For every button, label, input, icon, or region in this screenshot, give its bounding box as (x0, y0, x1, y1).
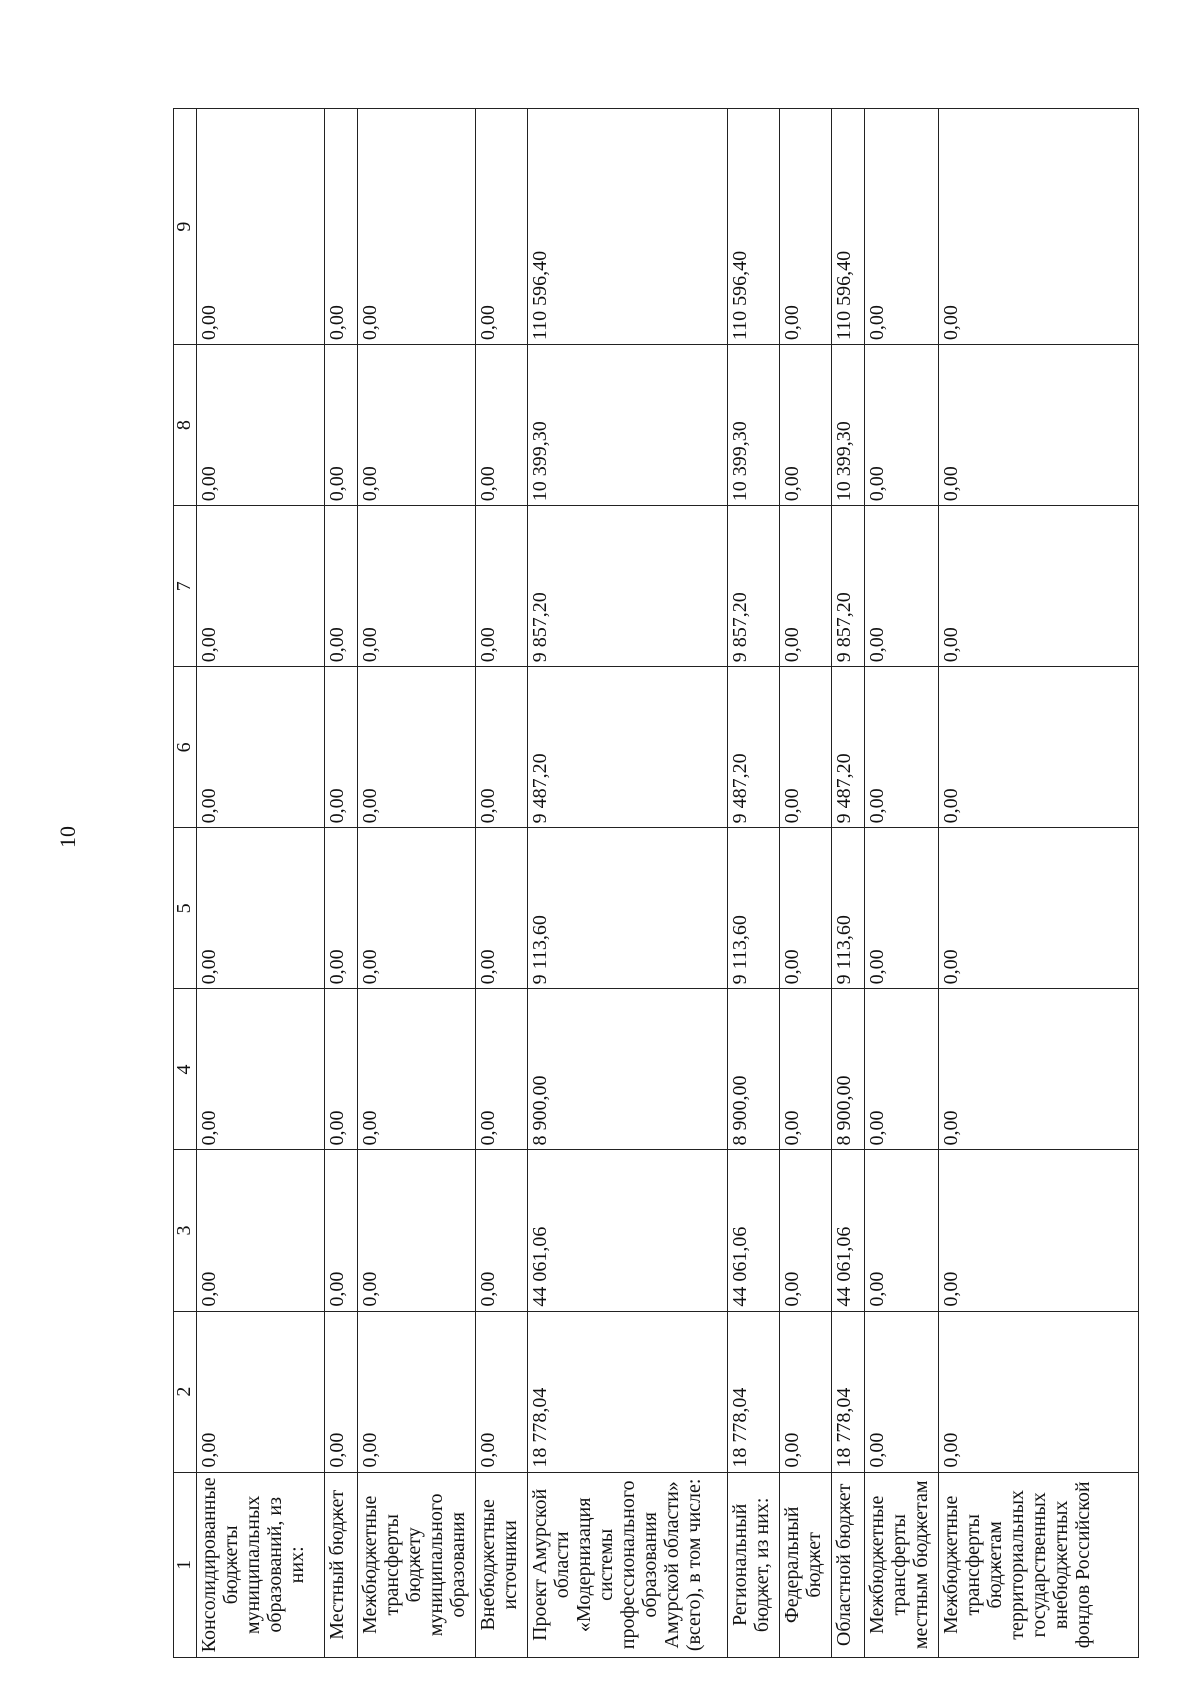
cell-value: 9 487,20 (528, 667, 728, 828)
cell-value: 9 857,20 (832, 506, 865, 667)
cell-value: 0,00 (197, 345, 325, 506)
cell-value: 18 778,04 (528, 1311, 728, 1472)
cell-value: 0,00 (865, 667, 939, 828)
cell-value: 0,00 (197, 989, 325, 1150)
cell-value: 0,00 (780, 345, 832, 506)
col-header-3: 3 (174, 1150, 197, 1311)
table-row (325, 109, 358, 1658)
row-label: Областной бюджет (832, 1472, 865, 1657)
header-row (174, 109, 197, 1658)
cell-value: 0,00 (865, 828, 939, 989)
row-label: Консолидированные бюджеты муниципальных образований, из них: (197, 1472, 325, 1657)
cell-value: 0,00 (358, 1150, 476, 1311)
cell-value: 9 857,20 (728, 506, 780, 667)
cell-value: 0,00 (780, 1150, 832, 1311)
cell-value: 0,00 (325, 989, 358, 1150)
col-header-7: 7 (174, 506, 197, 667)
row-label: Внебюджетные источники (476, 1472, 528, 1657)
cell-value: 0,00 (358, 667, 476, 828)
table-row (780, 109, 832, 1658)
cell-value: 18 778,04 (728, 1311, 780, 1472)
cell-value: 18 778,04 (832, 1311, 865, 1472)
cell-value: 0,00 (358, 109, 476, 345)
cell-value: 0,00 (476, 109, 528, 345)
cell-value: 0,00 (865, 345, 939, 506)
cell-value: 10 399,30 (728, 345, 780, 506)
table-row (865, 109, 939, 1658)
cell-value: 9 857,20 (528, 506, 728, 667)
row-label: Региональный бюджет, из них: (728, 1472, 780, 1657)
row-label: Проект Амурской области «Модернизация системы профессионального образования Амурской области» (всего), в том числе: (528, 1472, 728, 1657)
table-row (358, 109, 476, 1658)
cell-value: 0,00 (780, 828, 832, 989)
cell-value: 0,00 (358, 345, 476, 506)
row-label: Федеральный бюджет (780, 1472, 832, 1657)
cell-value: 44 061,06 (528, 1150, 728, 1311)
col-header-1: 1 (174, 1472, 197, 1657)
cell-value: 0,00 (358, 989, 476, 1150)
cell-value: 9 113,60 (832, 828, 865, 989)
cell-value: 0,00 (780, 109, 832, 345)
cell-value: 0,00 (197, 506, 325, 667)
budget-table (173, 108, 1139, 1658)
cell-value: 0,00 (197, 109, 325, 345)
cell-value: 0,00 (358, 506, 476, 667)
cell-value: 0,00 (865, 1311, 939, 1472)
table-row (939, 109, 1139, 1658)
cell-value: 0,00 (476, 506, 528, 667)
cell-value: 0,00 (197, 1150, 325, 1311)
cell-value: 0,00 (358, 1311, 476, 1472)
table-row (476, 109, 528, 1658)
cell-value: 9 113,60 (728, 828, 780, 989)
cell-value: 0,00 (325, 345, 358, 506)
cell-value: 0,00 (476, 1150, 528, 1311)
cell-value: 0,00 (939, 506, 1139, 667)
cell-value: 8 900,00 (832, 989, 865, 1150)
cell-value: 0,00 (476, 989, 528, 1150)
cell-value: 0,00 (780, 989, 832, 1150)
cell-value: 0,00 (865, 109, 939, 345)
cell-value: 0,00 (780, 1311, 832, 1472)
col-header-5: 5 (174, 828, 197, 989)
cell-value: 0,00 (325, 828, 358, 989)
cell-value: 0,00 (476, 667, 528, 828)
cell-value: 0,00 (358, 828, 476, 989)
cell-value: 0,00 (325, 1311, 358, 1472)
col-header-9: 9 (174, 109, 197, 345)
cell-value: 0,00 (780, 667, 832, 828)
row-label: Межбюджетные трансферты бюджету муниципального образования (358, 1472, 476, 1657)
cell-value: 0,00 (325, 667, 358, 828)
row-label: Межбюджетные трансферты бюджетам территориальных государственных внебюджетных фондов Российской (939, 1472, 1139, 1657)
cell-value: 44 061,06 (832, 1150, 865, 1311)
cell-value: 0,00 (939, 345, 1139, 506)
row-label: Межбюджетные трансферты местным бюджетам (865, 1472, 939, 1657)
cell-value: 0,00 (476, 1311, 528, 1472)
cell-value: 0,00 (325, 109, 358, 345)
cell-value: 10 399,30 (832, 345, 865, 506)
cell-value: 0,00 (197, 667, 325, 828)
cell-value: 0,00 (939, 828, 1139, 989)
page-number: 10 (55, 826, 80, 848)
cell-value: 0,00 (939, 1150, 1139, 1311)
cell-value: 0,00 (865, 506, 939, 667)
cell-value: 0,00 (476, 345, 528, 506)
table-row (832, 109, 865, 1658)
col-header-2: 2 (174, 1311, 197, 1472)
cell-value: 0,00 (325, 1150, 358, 1311)
cell-value: 8 900,00 (728, 989, 780, 1150)
cell-value: 0,00 (325, 506, 358, 667)
cell-value: 0,00 (865, 1150, 939, 1311)
table-row (728, 109, 780, 1658)
cell-value: 9 487,20 (728, 667, 780, 828)
cell-value: 0,00 (476, 828, 528, 989)
cell-value: 44 061,06 (728, 1150, 780, 1311)
row-label: Местный бюджет (325, 1472, 358, 1657)
cell-value: 110 596,40 (728, 109, 780, 345)
cell-value: 9 113,60 (528, 828, 728, 989)
table-row (197, 109, 325, 1658)
cell-value: 10 399,30 (528, 345, 728, 506)
cell-value: 0,00 (939, 109, 1139, 345)
col-header-6: 6 (174, 667, 197, 828)
cell-value: 9 487,20 (832, 667, 865, 828)
cell-value: 8 900,00 (528, 989, 728, 1150)
col-header-8: 8 (174, 345, 197, 506)
col-header-4: 4 (174, 989, 197, 1150)
cell-value: 0,00 (197, 1311, 325, 1472)
rotated-table-container (173, 108, 1103, 1658)
cell-value: 0,00 (939, 667, 1139, 828)
cell-value: 110 596,40 (832, 109, 865, 345)
cell-value: 0,00 (865, 989, 939, 1150)
cell-value: 0,00 (939, 1311, 1139, 1472)
cell-value: 110 596,40 (528, 109, 728, 345)
cell-value: 0,00 (780, 506, 832, 667)
table-row (528, 109, 728, 1658)
cell-value: 0,00 (197, 828, 325, 989)
cell-value: 0,00 (939, 989, 1139, 1150)
